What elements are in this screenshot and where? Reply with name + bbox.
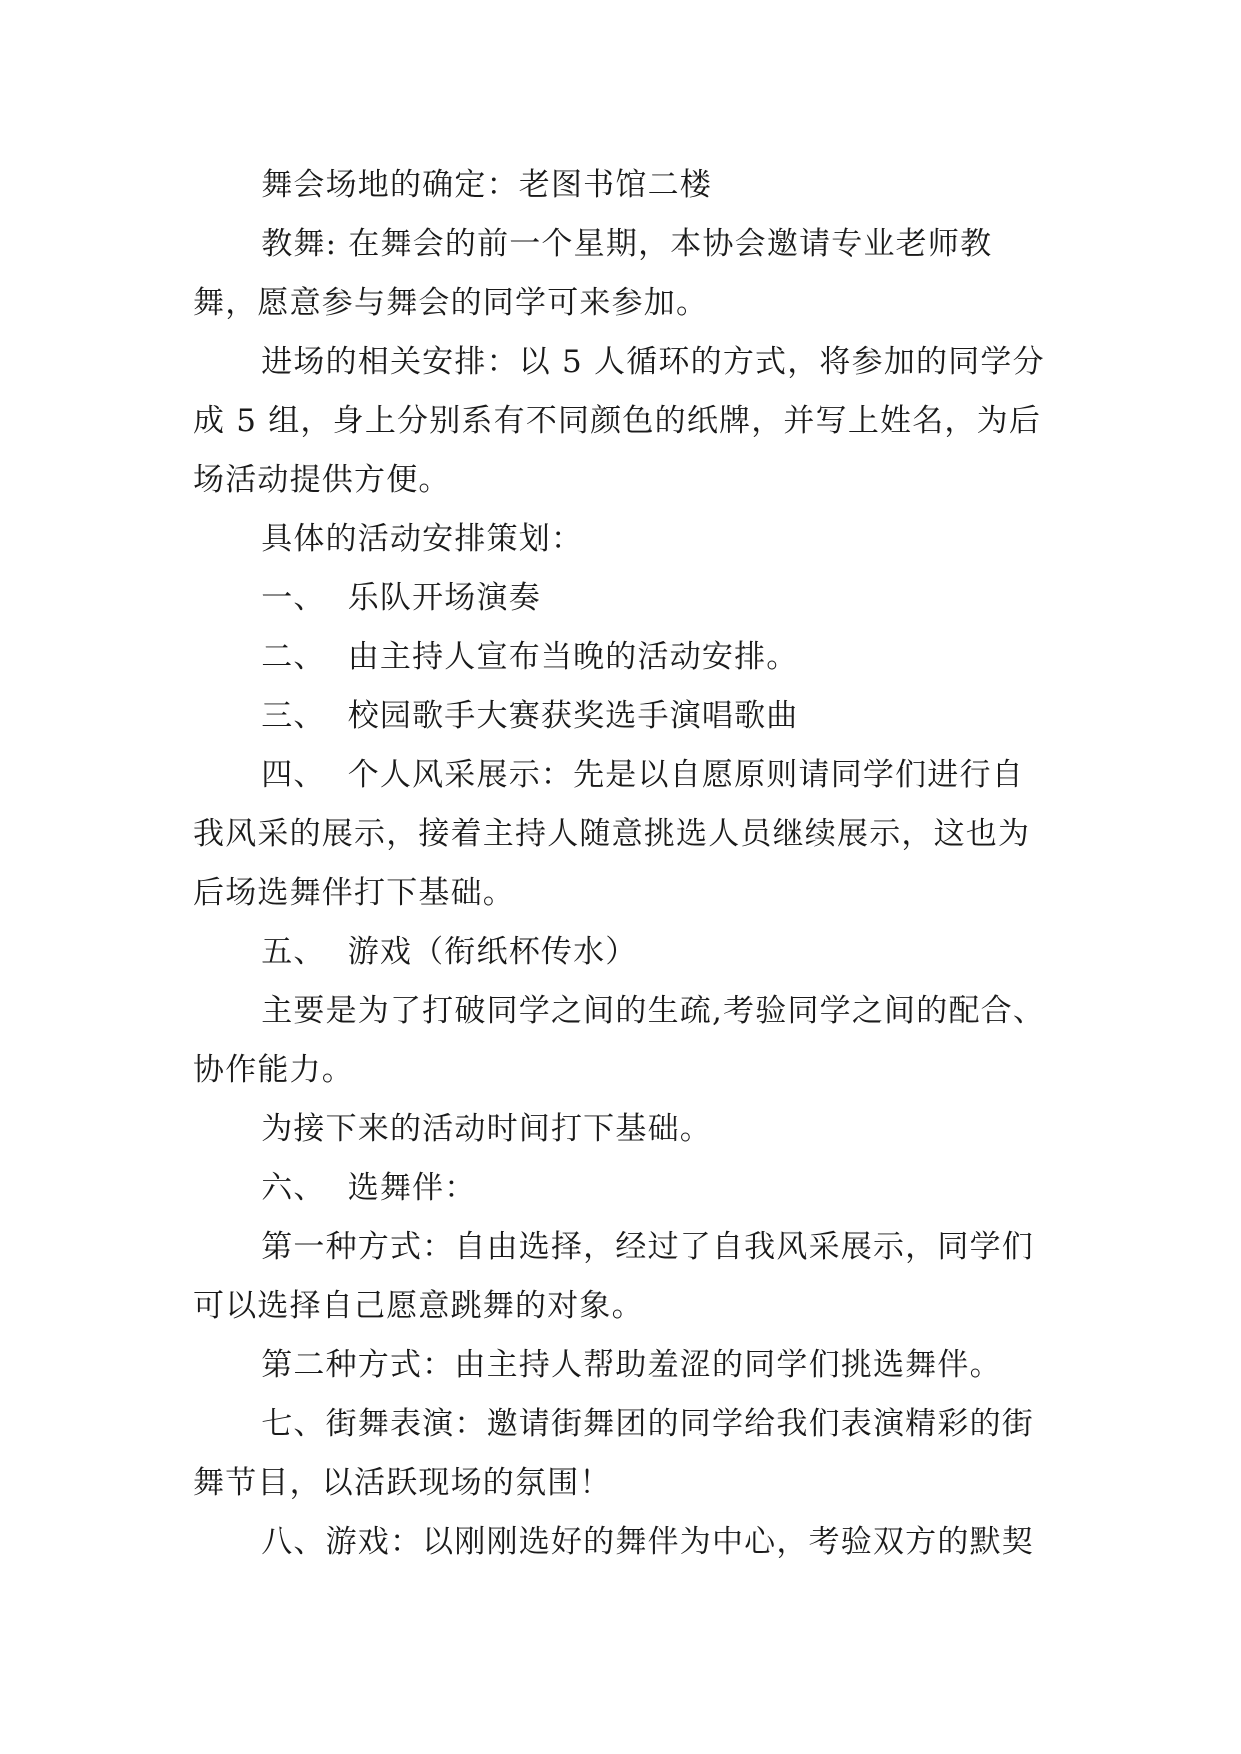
paragraph-game-purpose: 主要是为了打破同学之间的生疏,考验同学之间的配合、协作能力。	[193, 993, 1046, 1088]
paragraph-item-8: 八、游戏：以刚刚选好的舞伴为中心，考验双方的默契	[261, 1524, 1034, 1560]
paragraph-item-4: 四、 个人风采展示：先是以自愿原则请同学们进行自我风采的展示，接着主持人随意挑选人员继续展示，这也为后场选舞伴打下基础。	[193, 757, 1031, 911]
paragraph-item-6: 六、 选舞伴：	[261, 1170, 477, 1206]
paragraph-schedule-heading: 具体的活动安排策划：	[261, 521, 584, 557]
paragraph-method-2: 第二种方式：由主持人帮助羞涩的同学们挑选舞伴。	[261, 1347, 1002, 1383]
paragraph-game-foundation: 为接下来的活动时间打下基础。	[261, 1111, 712, 1147]
paragraph-method-1: 第一种方式：自由选择，经过了自我风采展示，同学们可以选择自己愿意跳舞的对象。	[193, 1229, 1034, 1324]
paragraph-item-5: 五、 游戏（衔纸杯传水）	[261, 934, 638, 970]
paragraph-dance-lesson: 教舞: 在舞会的前一个星期，本协会邀请专业老师教舞，愿意参与舞会的同学可来参加。	[193, 226, 993, 321]
paragraph-venue: 舞会场地的确定：老图书馆二楼	[261, 167, 712, 203]
document-body	[193, 156, 1053, 1572]
paragraph-entry-arrangement: 进场的相关安排：以 5 人循环的方式，将参加的同学分成 5 组，身上分别系有不同颜色的纸牌，并写上姓名，为后场活动提供方便。	[193, 344, 1045, 498]
paragraph-item-3: 三、 校园歌手大赛获奖选手演唱歌曲	[261, 698, 799, 734]
paragraph-item-1: 一、 乐队开场演奏	[261, 580, 541, 616]
paragraph-item-2: 二、 由主持人宣布当晚的活动安排。	[261, 639, 799, 675]
paragraph-item-7: 七、街舞表演：邀请街舞团的同学给我们表演精彩的街舞节目，以活跃现场的氛围！	[193, 1406, 1034, 1501]
